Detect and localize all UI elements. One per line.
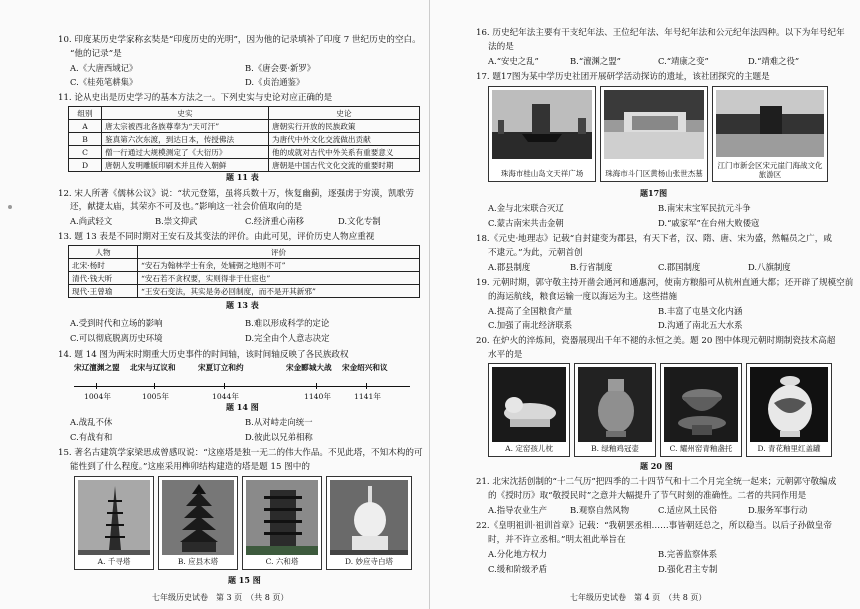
table-cell: 他的成就对古代中外关系有重要意义 <box>269 146 420 159</box>
exam-page-4 <box>430 0 860 609</box>
timeline-year: 1141年 <box>354 392 381 401</box>
liuhe-pagoda-photo <box>246 480 318 555</box>
q10-option-d[interactable]: D.《贞治通鉴》 <box>245 77 305 87</box>
binding-hole <box>8 205 12 209</box>
q22-stem-cont: 时，并不许立丞相。”明太祖此举旨在 <box>488 535 626 545</box>
timeline-tick <box>316 383 317 389</box>
q14-stem: 14. 题 14 图为两宋时期重大历史事件的时间轴，该时间轴反映了各民族政权 <box>58 350 349 360</box>
q18-stem: 18.《元史·地理志》记载“自封建变为郡县，有天下者，汉、隋、唐、宋为盛，然幅员之广，咸 <box>476 234 832 244</box>
green-pot-photo <box>578 367 652 442</box>
battle-site-photo <box>716 90 824 157</box>
q13-caption: 题 13 表 <box>226 300 259 310</box>
q14-option-b[interactable]: B.从对峙走向统一 <box>245 417 313 427</box>
q17-label-1: 珠海市桂山岛文天祥广场 <box>500 169 584 178</box>
q14-caption: 题 14 图 <box>226 402 259 412</box>
q17-stem: 17. 题17图为某中学历史社团开展研学活动探访的遗址，该社团探究的主题是 <box>476 72 770 82</box>
q20-label-b: B. 绿釉鸡冠壶 <box>591 444 639 453</box>
timeline-year: 1005年 <box>142 392 169 401</box>
q20-stem-cont: 水平的是 <box>488 350 523 360</box>
table-cell: 为唐代中外文化交流做出贡献 <box>269 133 420 146</box>
q11-table <box>68 106 420 172</box>
tomb-photo <box>604 90 704 159</box>
q21-stem: 21. 北宋沈括创制的“十二气历”把四季的二十四节气和十二个月完全统一起来；元朝郭守敬编成 <box>476 477 837 487</box>
q17-image-2 <box>600 86 708 182</box>
q20-caption: 题 20 图 <box>640 461 673 471</box>
timeline-year: 1044年 <box>212 392 239 401</box>
timeline-axis <box>74 386 410 387</box>
q21-stem-cont: 的《授时历》取“敬授民时”之意并大幅提升了节气时刻的准确性。二者的共同作用是 <box>488 491 807 501</box>
q22-stem: 22.《皇明祖训·祖训首章》记载：“我朝罢丞相……事皆朝廷总之，所以稳当。以后子孙做皇帝 <box>476 521 832 531</box>
q10-stem-cont: “他的记录”是 <box>70 49 122 59</box>
q20-label-c: C. 耀州窑青釉盏托 <box>669 444 733 453</box>
timeline-year: 1004年 <box>84 392 111 401</box>
q12-option-b[interactable]: B.崇文抑武 <box>155 216 198 226</box>
q17-label-2: 珠海市斗门区黄杨山张世杰墓 <box>605 169 703 178</box>
q15-image-c[interactable] <box>242 476 322 570</box>
covered-jar-photo <box>750 367 828 442</box>
q16-stem: 16. 历史纪年法主要有干支纪年法、王位纪年法、年号纪年法和公元纪年法四种。以下为年号纪年 <box>476 28 845 38</box>
q13-header-evaluation: 评价 <box>138 246 420 259</box>
q15-image-b[interactable] <box>158 476 238 570</box>
q22-option-a[interactable]: A.分化地方权力 <box>488 549 547 559</box>
q14-option-d[interactable]: D.彼此以兄弟相称 <box>245 432 313 442</box>
wooden-pagoda-photo <box>162 480 234 555</box>
q18-option-c[interactable]: C.郡国制度 <box>658 262 701 272</box>
q11-header-group: 组别 <box>69 107 102 120</box>
q17-option-d[interactable]: D.“戚家军”在台州大败倭寇 <box>658 218 760 228</box>
q10-option-a[interactable]: A.《大唐西域记》 <box>70 63 138 73</box>
table-cell: 唐朝是中国古代文化交流的重要时期 <box>269 159 420 172</box>
timeline-year: 1140年 <box>304 392 331 401</box>
q16-option-d[interactable]: D.“靖难之役” <box>748 56 800 66</box>
q13-stem: 13. 题 13 表是不同时期对王安石及其变法的评价。由此可见，评价历史人物应重视 <box>58 232 375 242</box>
q15-image-d[interactable] <box>326 476 412 570</box>
timeline-tick <box>154 383 155 389</box>
q13-table <box>68 245 420 298</box>
timeline-event: 宋辽澶渊之盟 <box>74 363 120 372</box>
table-cell: A <box>69 120 102 133</box>
timeline-tick <box>224 383 225 389</box>
q21-option-c[interactable]: C.适应风土民俗 <box>658 505 718 515</box>
q13-option-b[interactable]: B.难以形成科学的定论 <box>245 318 330 328</box>
q15-label-c: C. 六和塔 <box>265 557 299 566</box>
q11-caption: 题 11 表 <box>226 172 259 182</box>
q15-stem: 15. 著名古建筑学家梁思成曾感叹说：“这座塔是独一无二的伟大作品。不见此塔，不知木构的可 <box>58 448 423 458</box>
q14-option-c[interactable]: C.有战有和 <box>70 432 113 442</box>
q19-option-b[interactable]: B.丰富了屯垦文化内涵 <box>658 306 743 316</box>
q12-option-a[interactable]: A.尚武轻文 <box>70 216 113 226</box>
table-cell: C <box>69 146 102 159</box>
table-cell: D <box>69 159 102 172</box>
q15-image-a[interactable] <box>74 476 154 570</box>
q19-option-a[interactable]: A.提高了全国粮食产量 <box>488 306 573 316</box>
table-cell: “王安石变法，其实是务必回制度，而不是开其新邪” <box>138 285 420 298</box>
q21-option-a[interactable]: A.指导农业生产 <box>488 505 547 515</box>
q15-stem-cont: 能性到了什么程度。”这座采用榫卯结构建造的塔是题 15 图中的 <box>70 462 310 472</box>
table-row <box>69 159 420 172</box>
q15-label-b: B. 应县木塔 <box>177 557 219 566</box>
q17-image-1 <box>488 86 596 182</box>
q16-option-a[interactable]: A.“安史之乱” <box>488 56 539 66</box>
q11-header-fact: 史实 <box>102 107 269 120</box>
q13-header-person: 人物 <box>69 246 138 259</box>
q20-image-a[interactable] <box>488 363 570 457</box>
q18-option-a[interactable]: A.郡县制度 <box>488 262 531 272</box>
q17-option-b[interactable]: B.南宋末宝军民抗元斗争 <box>658 203 751 213</box>
q17-label-3: 江门市新会区宋元崖门海战文化旅游区 <box>717 161 823 179</box>
timeline-event: 宋金郾城大战 <box>286 363 332 372</box>
q11-stem: 11. 论从史出是历史学习的基本方法之一。下列史实与史论对应正确的是 <box>58 93 333 103</box>
q17-option-c[interactable]: C.蒙古南宋共击金朝 <box>488 218 564 228</box>
q15-caption: 题 15 图 <box>228 575 261 585</box>
page-footer: 七年级历史试卷 第 4 页 （共 8 页） <box>570 593 707 602</box>
q17-image-3 <box>712 86 828 182</box>
q14-option-a[interactable]: A.战乱不休 <box>70 417 113 427</box>
timeline-event: 北宋与辽议和 <box>130 363 176 372</box>
table-cell: 北宋·杨时 <box>69 259 138 272</box>
table-cell: 现代·王曾瑜 <box>69 285 138 298</box>
pagoda-photo <box>78 480 150 555</box>
q12-option-c[interactable]: C.经济重心南移 <box>245 216 305 226</box>
table-cell: “安石为翰林学士有余，处辅弼之地则不可” <box>138 259 420 272</box>
q19-option-c[interactable]: C.加强了南北经济联系 <box>488 320 573 330</box>
timeline-tick <box>366 383 367 389</box>
q20-image-d[interactable] <box>746 363 832 457</box>
q16-option-c[interactable]: C.“靖康之变” <box>658 56 709 66</box>
table-cell: “安石若不贪权要，实则得非于仕宦也” <box>138 272 420 285</box>
q21-option-d[interactable]: D.服务军事行动 <box>748 505 808 515</box>
table-row <box>69 285 420 298</box>
q12-option-d[interactable]: D.文化专制 <box>338 216 381 226</box>
q20-label-a: A. 定窑孩儿枕 <box>505 444 553 453</box>
q17-caption: 题17图 <box>640 188 668 198</box>
q20-image-b[interactable] <box>574 363 656 457</box>
q12-stem-cont: 还，献捷太庙，其荣亦不可及也。”影响这一社会价值取向的是 <box>70 202 303 212</box>
q21-option-b[interactable]: B.观察自然风物 <box>570 505 630 515</box>
q10-option-c[interactable]: C.《桂苑笔耕集》 <box>70 77 138 87</box>
q16-stem-cont: 法的是 <box>488 42 514 52</box>
q20-image-c[interactable] <box>660 363 742 457</box>
q22-option-b[interactable]: B.完善监察体系 <box>658 549 718 559</box>
q18-option-b[interactable]: B.行省制度 <box>570 262 613 272</box>
q19-stem: 19. 元朝时期，郭守敬主持开凿会通河和通惠河，使南方粮船可从杭州直通大都；还开辟了规模空前 <box>476 278 854 288</box>
table-row <box>69 146 420 159</box>
q18-stem-cont: 不逮元。”为此，元朝首创 <box>488 248 583 258</box>
q20-stem: 20. 在炉火的淬炼间，瓷器展现出千年不褪的永恒之美。题 20 图中体现元朝时期制瓷技术高超 <box>476 336 836 346</box>
q13-option-a[interactable]: A.受到时代和立场的影响 <box>70 318 163 328</box>
table-cell: 僧一行通过大规模测定了《大衍历》 <box>102 146 269 159</box>
table-cell: B <box>69 133 102 146</box>
timeline-event: 宋夏订立和约 <box>198 363 244 372</box>
q22-option-d[interactable]: D.强化君主专制 <box>658 564 718 574</box>
q10-option-b[interactable]: B.《唐会要·新罗》 <box>245 63 316 73</box>
table-cell: 唐朝人发明雕版印刷术并且传入朝鲜 <box>102 159 269 172</box>
q16-option-b[interactable]: B.“澶渊之盟” <box>570 56 621 66</box>
table-row <box>69 133 420 146</box>
table-row <box>69 120 420 133</box>
timeline-tick <box>96 383 97 389</box>
q13-option-d[interactable]: D.完全由个人意志决定 <box>245 333 330 343</box>
table-row <box>69 259 420 272</box>
q13-option-c[interactable]: C.可以彻底脱离历史环境 <box>70 333 163 343</box>
q22-option-c[interactable]: C.缓和阶级矛盾 <box>488 564 548 574</box>
table-cell: 唐太宗被西北各族尊奉为“天可汗” <box>102 120 269 133</box>
saucer-photo <box>664 367 738 442</box>
q20-label-d: D. 青花釉里红盖罐 <box>757 444 821 453</box>
table-row <box>69 272 420 285</box>
q12-stem: 12. 宋人所著《儒林公议》说：“状元登第，虽将兵数十万，恢复幽蓟，逐强虏于穷漠，凯歌劳 <box>58 189 414 199</box>
q11-header-theory: 史论 <box>269 107 420 120</box>
q15-label-d: D. 妙应寺白塔 <box>344 557 393 566</box>
white-pagoda-photo <box>330 480 408 555</box>
square-photo <box>492 90 592 159</box>
q17-option-a[interactable]: A.金与北宋联合灭辽 <box>488 203 564 213</box>
table-cell: 唐朝实行开放的民族政策 <box>269 120 420 133</box>
q19-stem-cont: 的海运航线，粮食运输一度以海运为主。这些措施 <box>488 292 678 302</box>
q19-option-d[interactable]: D.沟通了南北五大水系 <box>658 320 743 330</box>
q18-option-d[interactable]: D.八旗制度 <box>748 262 791 272</box>
q15-label-a: A. 千寻塔 <box>97 557 131 566</box>
table-cell: 鉴真第六次东渡，到达日本，传授佛法 <box>102 133 269 146</box>
page-footer: 七年级历史试卷 第 3 页 （共 8 页） <box>152 593 289 602</box>
timeline-event: 宋金绍兴和议 <box>342 363 388 372</box>
pillow-photo <box>492 367 566 442</box>
table-cell: 清代·钱大昕 <box>69 272 138 285</box>
q10-stem: 10. 印度某历史学家称玄奘是“印度历史的光明”，因为他的记录填补了印度 7 世纪历史的空白。 <box>58 35 421 45</box>
